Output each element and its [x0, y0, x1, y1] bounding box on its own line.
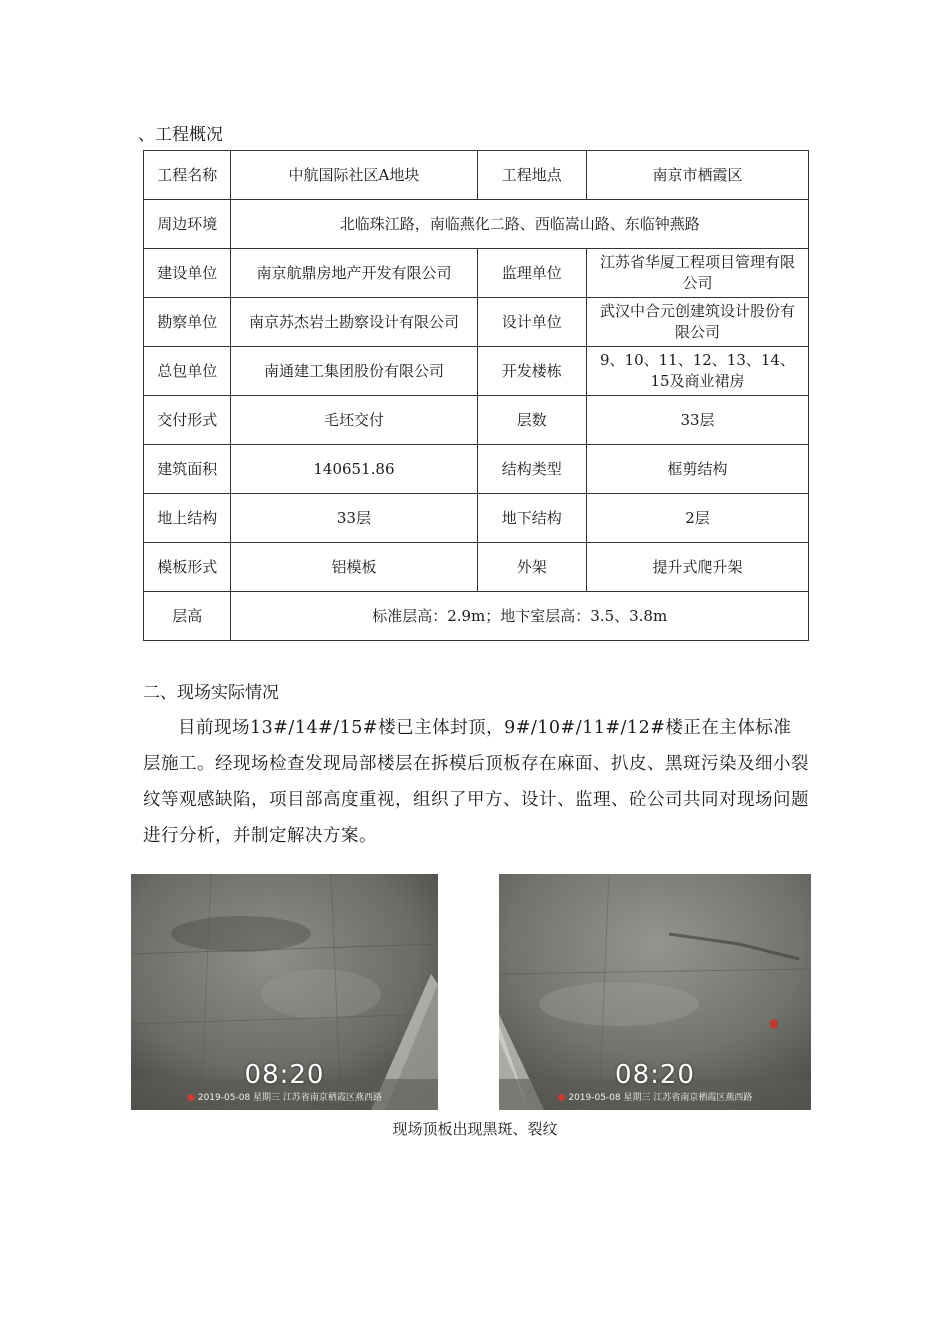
photo-caption: 现场顶板出现黑斑、裂纹 [392, 1120, 558, 1138]
table-cell: 地上结构 [144, 494, 231, 543]
table-cell: 总包单位 [144, 347, 231, 396]
section-title-site: 二、现场实际情况 [143, 683, 279, 703]
table-cell: 中航国际社区A地块 [231, 151, 477, 200]
table-cell: 140651.86 [231, 445, 477, 494]
photo-time: 08:20 [615, 1060, 695, 1090]
table-cell: 南京苏杰岩土勘察设计有限公司 [231, 298, 477, 347]
table-cell: 工程名称 [144, 151, 231, 200]
photo-stamp [131, 1090, 438, 1103]
table-row [144, 200, 809, 249]
table-cell: 标准层高：2.9m；地卞室层高：3.5、3.8m [231, 592, 809, 641]
table-cell: 铝模板 [231, 543, 477, 592]
table-cell: 北临珠江路，南临燕化二路、西临嵩山路、东临钟燕路 [231, 200, 809, 249]
table-cell: 毛坯交付 [231, 396, 477, 445]
site-photo-right [499, 874, 811, 1110]
table-row [144, 249, 809, 298]
table-cell: 层数 [477, 396, 586, 445]
table-cell: 33层 [231, 494, 477, 543]
table-cell: 工程地点 [477, 151, 586, 200]
table-cell: 33层 [586, 396, 808, 445]
table-row [144, 445, 809, 494]
table-cell: 监理单位 [477, 249, 586, 298]
photo-time: 08:20 [244, 1060, 325, 1090]
table-cell: 结构类型 [477, 445, 586, 494]
table-cell: 模板形式 [144, 543, 231, 592]
table-row [144, 298, 809, 347]
table-cell: 南京市栖霞区 [586, 151, 808, 200]
section-title-overview: 、工程概况 [138, 125, 223, 145]
table-cell: 勘察单位 [144, 298, 231, 347]
table-cell: 2层 [586, 494, 808, 543]
table-cell: 南京航鼎房地产开发有限公司 [231, 249, 477, 298]
table-row [144, 151, 809, 200]
table-row [144, 396, 809, 445]
table-cell: 武汉中合元创建筑设计股份有限公司 [586, 298, 808, 347]
table-cell: 交付形式 [144, 396, 231, 445]
table-cell: 南通建工集团股份有限公司 [231, 347, 477, 396]
table-cell: 外架 [477, 543, 586, 592]
site-photo-left [131, 874, 438, 1110]
table-row [144, 347, 809, 396]
photo-stamp-text: 2019-05-08 星期三 江苏省南京栖霞区燕西路 [197, 1093, 382, 1103]
location-pin-icon: ● [187, 1093, 195, 1103]
table-cell: 9、10、11、12、13、14、15及商业裙房 [586, 347, 808, 396]
photo-stamp-text: 2019-05-08 星期三 江苏省南京栖霞区燕西路 [568, 1093, 753, 1103]
table-cell: 江苏省华厦工程项目管理有限公司 [586, 249, 808, 298]
table-cell: 建筑面积 [144, 445, 231, 494]
photo-stamp [499, 1090, 811, 1103]
table-cell: 开发楼栋 [477, 347, 586, 396]
table-cell: 层高 [144, 592, 231, 641]
table-cell: 框剪结构 [586, 445, 808, 494]
table-cell: 建设单位 [144, 249, 231, 298]
project-info-table [143, 150, 809, 641]
table-row [144, 543, 809, 592]
table-row [144, 592, 809, 641]
table-cell: 提升式爬升架 [586, 543, 808, 592]
table-row [144, 494, 809, 543]
table-cell: 周边环境 [144, 200, 231, 249]
table-cell: 地下结构 [477, 494, 586, 543]
site-description: 目前现场13#/14#/15#楼已主体封顶，9#/10#/11#/12#楼正在主体标准层施工。经现场检查发现局部楼层在拆模后顶板存在麻面、扒皮、黑斑污染及细小裂纹等观感缺陷，项目部高度重视，组织了甲方、设计、监理、砼公司共同对现场问题进行分析，并制定解决方案。 [143, 718, 809, 846]
table-cell: 设计单位 [477, 298, 586, 347]
location-pin-icon: ● [557, 1093, 566, 1103]
